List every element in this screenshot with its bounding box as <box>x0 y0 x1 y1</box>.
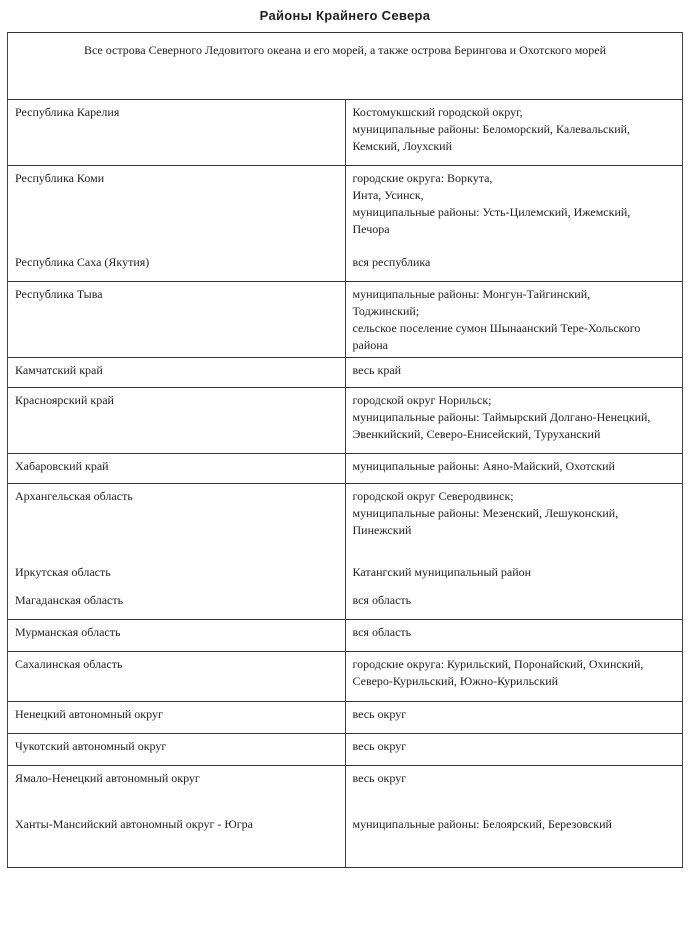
table-row <box>8 734 683 766</box>
areas-cell <box>345 588 683 620</box>
header-row <box>8 33 683 100</box>
areas-cell <box>345 702 683 734</box>
area-line: муниципальные районы: Таймырский Долгано-Ненецкий, <box>352 410 651 424</box>
table-row <box>8 250 683 282</box>
region-cell: Камчатский край <box>8 358 346 388</box>
areas-cell <box>345 358 683 388</box>
table-row <box>8 766 683 812</box>
area-line: Пинежский <box>352 523 412 537</box>
table-row <box>8 358 683 388</box>
area-line: вся республика <box>352 254 431 269</box>
table-row <box>8 100 683 166</box>
regions-table <box>7 32 683 868</box>
area-line: муниципальные районы: Усть-Цилемский, Ижемский, <box>352 205 631 219</box>
area-line: сельское поселение сумон Шынаанский Тере-Хольского <box>352 321 641 335</box>
area-line: района <box>352 338 388 352</box>
table-row <box>8 702 683 734</box>
region-cell: Хабаровский край <box>8 454 346 484</box>
region-cell: Ненецкий автономный округ <box>8 702 346 734</box>
area-line: вся область <box>352 592 412 607</box>
header-cell: Все острова Северного Ледовитого океана и его морей, а также острова Берингова и Охотского морей <box>8 33 683 100</box>
area-line: Северо-Курильский, Южно-Курильский <box>352 674 559 688</box>
area-line: Катангский муниципальный район <box>352 564 532 579</box>
region-cell: Мурманская область <box>8 620 346 652</box>
areas-cell <box>345 766 683 812</box>
areas-cell <box>345 388 683 454</box>
region-cell: Республика Коми <box>8 166 346 250</box>
table-row <box>8 620 683 652</box>
region-cell: Архангельская область <box>8 484 346 560</box>
areas-cell <box>345 812 683 868</box>
table-row <box>8 166 683 250</box>
area-line: городские округа: Воркута, <box>352 171 493 185</box>
areas-cell <box>345 734 683 766</box>
areas-cell <box>345 100 683 166</box>
table-row <box>8 282 683 358</box>
region-cell: Красноярский край <box>8 388 346 454</box>
area-line: городской округ Норильск; <box>352 393 492 407</box>
region-cell: Сахалинская область <box>8 652 346 702</box>
area-line: городские округа: Курильский, Поронайский, Охинский, <box>352 657 644 671</box>
areas-cell <box>345 652 683 702</box>
region-cell: Республика Тыва <box>8 282 346 358</box>
area-line: Инта, Усинск, <box>352 188 424 202</box>
area-line: весь край <box>352 363 402 377</box>
area-line: Печора <box>352 222 390 236</box>
area-line: весь округ <box>352 707 407 721</box>
area-line: вся область <box>352 625 412 639</box>
area-line: Костомукшский городской округ, <box>352 105 523 119</box>
table-row <box>8 652 683 702</box>
region-cell: Ханты-Мансийский автономный округ - Югра <box>8 812 346 868</box>
table-row <box>8 560 683 588</box>
page-title: Районы Крайнего Севера <box>259 8 431 23</box>
areas-cell <box>345 282 683 358</box>
area-line: Эвенкийский, Северо-Енисейский, Туруханский <box>352 427 601 441</box>
table-row <box>8 388 683 454</box>
area-line: Тоджинский; <box>352 304 420 318</box>
region-cell: Республика Карелия <box>8 100 346 166</box>
areas-cell <box>345 560 683 588</box>
area-line: муниципальные районы: Беломорский, Калевальский, <box>352 122 631 136</box>
table-row <box>8 812 683 868</box>
areas-cell <box>345 454 683 484</box>
areas-cell <box>345 484 683 560</box>
table-row <box>8 588 683 620</box>
region-cell: Ямало-Ненецкий автономный округ <box>8 766 346 812</box>
area-line: весь округ <box>352 771 407 785</box>
area-line: муниципальные районы: Аяно-Майский, Охотский <box>352 459 615 473</box>
region-cell: Республика Саха (Якутия) <box>8 250 346 282</box>
area-line: городской округ Северодвинск; <box>352 489 514 503</box>
area-line: весь округ <box>352 739 407 753</box>
areas-cell <box>345 250 683 282</box>
table-row <box>8 454 683 484</box>
areas-cell <box>345 166 683 250</box>
area-line: муниципальные районы: Монгун-Тайгинский, <box>352 287 591 301</box>
region-cell: Иркутская область <box>8 560 346 588</box>
area-line: муниципальные районы: Мезенский, Лешуконский, <box>352 506 619 520</box>
area-line: муниципальные районы: Белоярский, Березовский <box>352 816 612 831</box>
region-cell: Магаданская область <box>8 588 346 620</box>
region-cell: Чукотский автономный округ <box>8 734 346 766</box>
area-line: Кемский, Лоухский <box>352 139 453 153</box>
areas-cell <box>345 620 683 652</box>
table-row <box>8 484 683 560</box>
